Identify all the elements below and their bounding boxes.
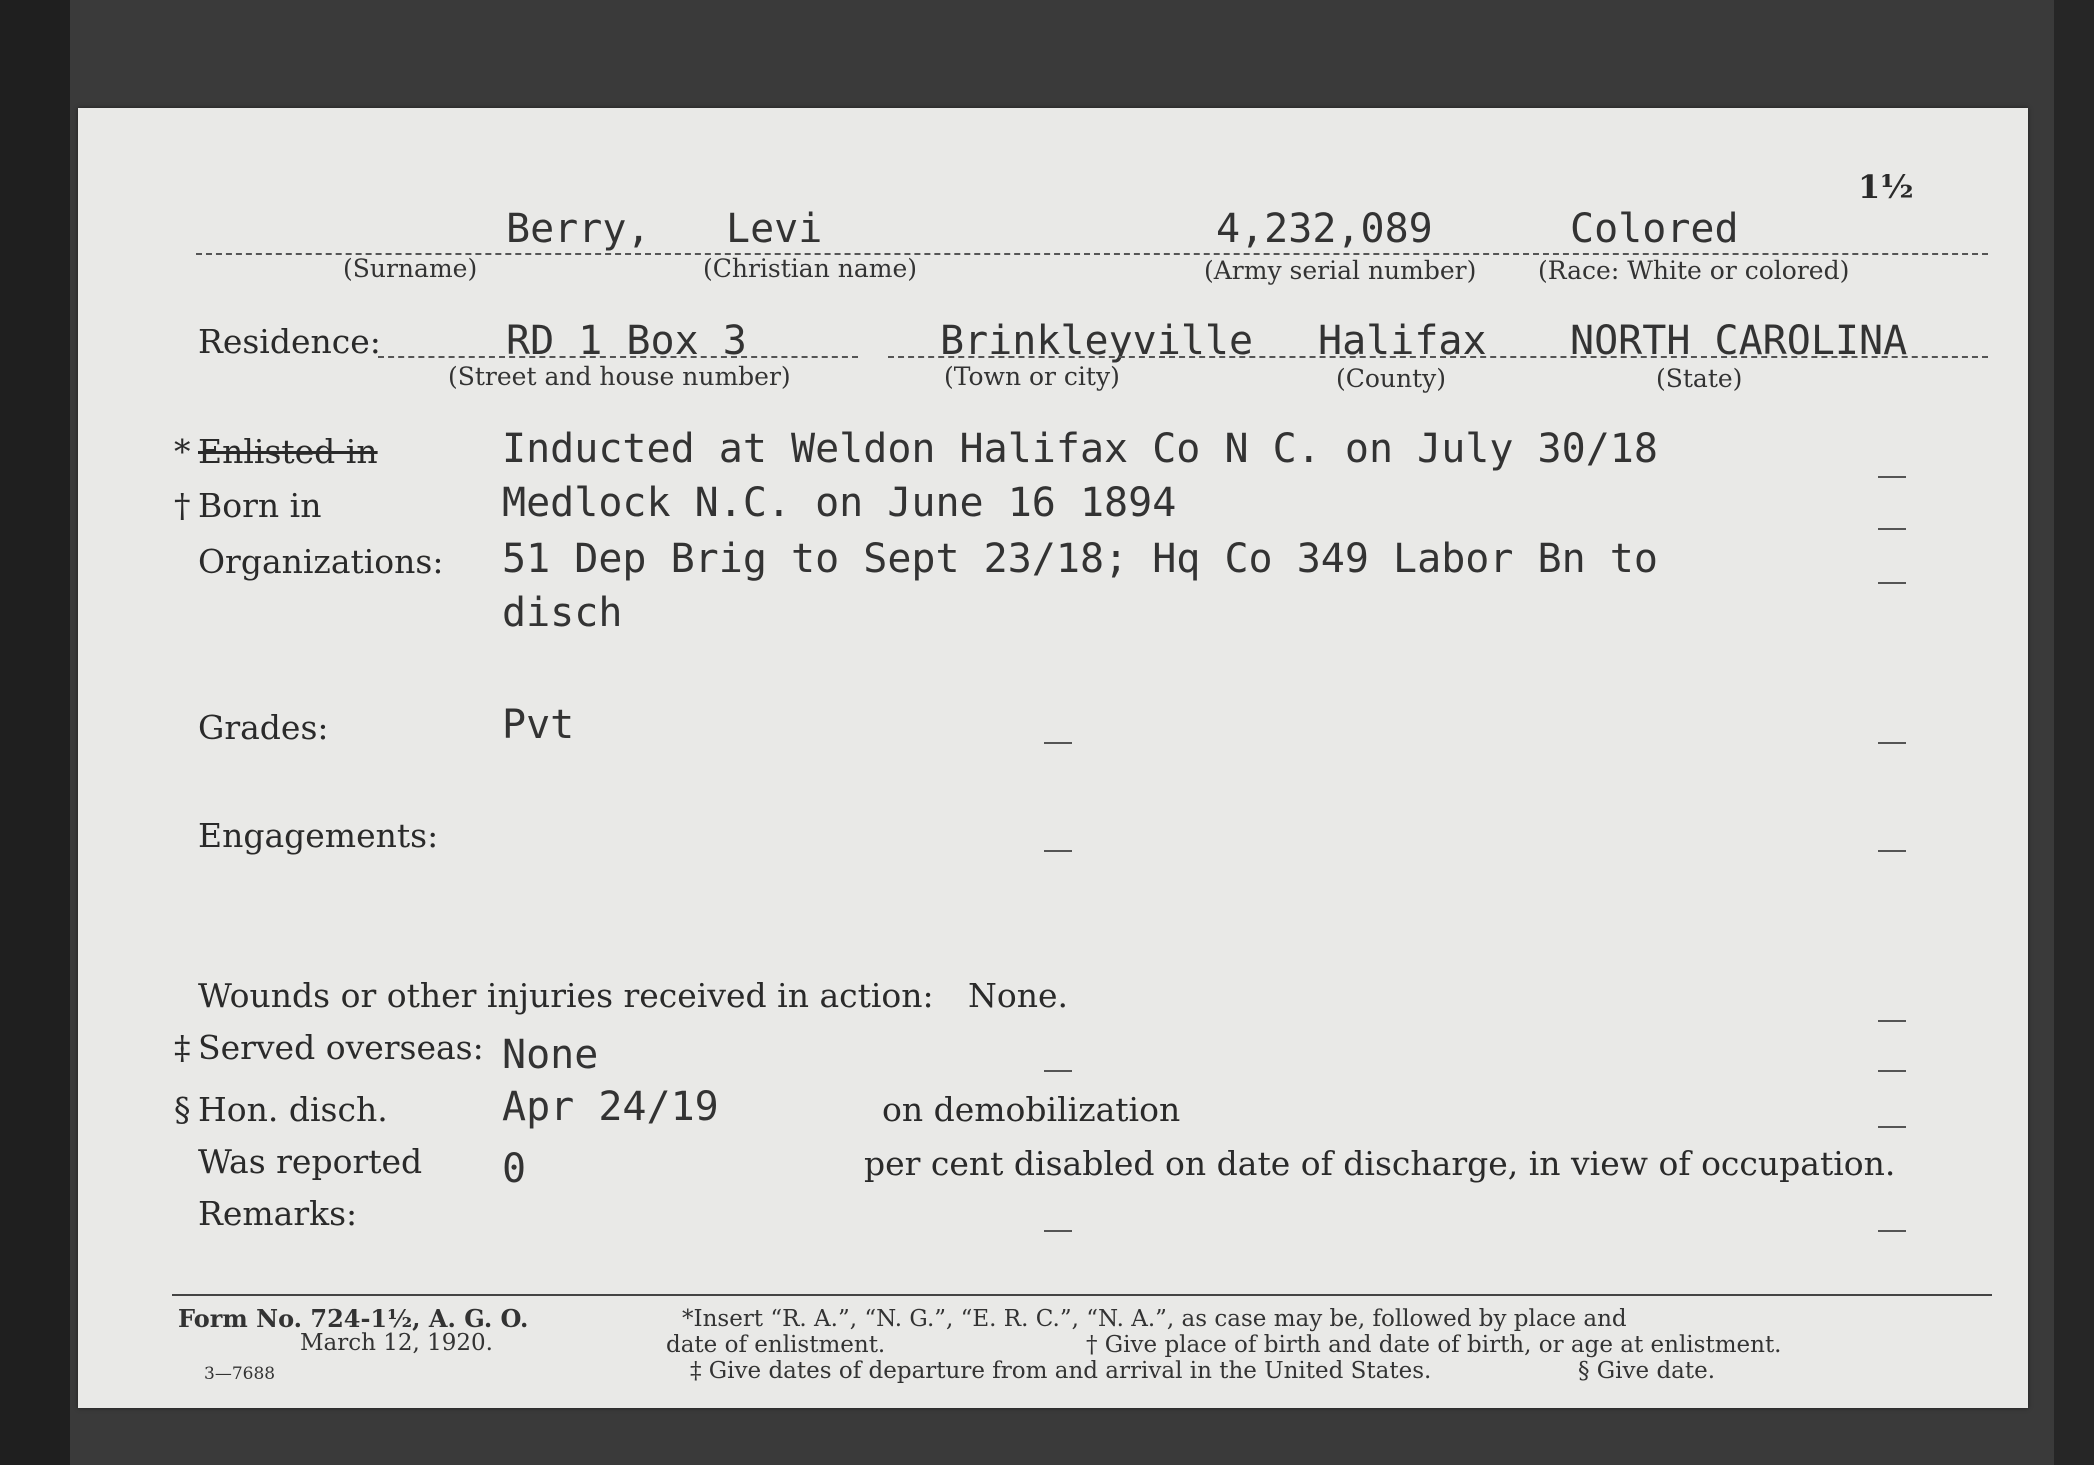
remarks-label: Remarks: <box>198 1194 358 1233</box>
residence-line-street <box>378 356 858 358</box>
race-label: (Race: White or colored) <box>1538 256 1850 285</box>
wounds-label: Wounds or other injuries received in action: <box>198 976 934 1015</box>
overseas-value: None <box>502 1032 599 1078</box>
overseas-end-tick-b <box>1878 1070 1906 1072</box>
residence-town-value: Brinkleyville <box>940 318 1254 364</box>
wounds-value: None. <box>968 976 1069 1015</box>
residence-line-rest <box>888 356 1988 358</box>
street-label: (Street and house number) <box>448 362 791 391</box>
scan-edge-left <box>0 0 70 1465</box>
grades-end-tick <box>1878 742 1906 744</box>
county-label: (County) <box>1336 364 1447 393</box>
serial-number-value: 4,232,089 <box>1216 206 1433 252</box>
reported-label: Was reported <box>198 1142 423 1181</box>
remarks-end-tick <box>1878 1230 1906 1232</box>
christian-name-label: (Christian name) <box>703 254 918 283</box>
born-end-tick <box>1878 528 1906 530</box>
enlisted-label: Enlisted in <box>198 432 378 471</box>
discharge-value: Apr 24/19 <box>502 1084 719 1130</box>
residence-state-value: NORTH CAROLINA <box>1570 318 1908 364</box>
enlisted-mark: * <box>174 432 191 471</box>
enlisted-end-tick <box>1878 476 1906 478</box>
grades-value: Pvt <box>502 702 575 748</box>
enlisted-value: Inducted at Weldon Halifax Co N C. on July 30/18 <box>502 426 1658 472</box>
surname-value: Berry, <box>506 206 651 252</box>
discharge-mark: § <box>174 1090 191 1129</box>
discharge-end-tick <box>1878 1126 1906 1128</box>
reported-value: 0 <box>502 1146 527 1192</box>
residence-county-value: Halifax <box>1318 318 1487 364</box>
service-record-card <box>78 108 2028 1408</box>
footnote-enlistment: *Insert “R. A.”, “N. G.”, “E. R. C.”, “N. A.”, as case may be, followed by place and <box>682 1306 1627 1332</box>
remarks-mid-tick <box>1044 1230 1072 1232</box>
organizations-value-line2: disch <box>502 590 623 636</box>
form-date: March 12, 1920. <box>300 1330 493 1356</box>
engagements-mid-tick <box>1044 850 1072 852</box>
page-fraction: 1½ <box>1858 168 1914 206</box>
organizations-value-line1: 51 Dep Brig to Sept 23/18; Hq Co 349 Labor Bn to <box>502 536 1658 582</box>
footnote-discharge: § Give date. <box>1578 1358 1716 1384</box>
print-code: 3—7688 <box>204 1364 276 1384</box>
overseas-label: Served overseas: <box>198 1028 484 1067</box>
overseas-mid-tick <box>1044 1070 1072 1072</box>
given-name-value: Levi <box>726 206 823 252</box>
residence-label: Residence: <box>198 322 381 361</box>
born-value: Medlock N.C. on June 16 1894 <box>502 480 1177 526</box>
surname-label: (Surname) <box>343 254 478 283</box>
town-label: (Town or city) <box>944 362 1120 391</box>
organizations-label: Organizations: <box>198 542 444 581</box>
grades-label: Grades: <box>198 708 329 747</box>
overseas-end-tick-a <box>1878 1020 1906 1022</box>
race-value: Colored <box>1570 206 1739 252</box>
state-label: (State) <box>1656 364 1743 393</box>
percent-disabled-label: per cent disabled on date of discharge, in view of occupation. <box>864 1144 1896 1183</box>
footnote-enlistment-cont: date of enlistment. <box>666 1332 886 1358</box>
born-mark: † <box>174 486 191 525</box>
discharge-label: Hon. disch. <box>198 1090 388 1129</box>
scan-edge-right <box>2054 0 2094 1465</box>
form-number: Form No. 724-1½, A. G. O. <box>178 1304 529 1333</box>
serial-label: (Army serial number) <box>1204 256 1477 285</box>
engagements-end-tick <box>1878 850 1906 852</box>
footnote-birth: † Give place of birth and date of birth, or age at enlistment. <box>1086 1332 1782 1358</box>
demobilization-label: on demobilization <box>882 1090 1181 1129</box>
overseas-mark: ‡ <box>174 1028 191 1067</box>
footer-rule <box>172 1294 1992 1296</box>
footnote-overseas: ‡ Give dates of departure from and arrival in the United States. <box>690 1358 1432 1384</box>
organizations-end-tick <box>1878 582 1906 584</box>
engagements-label: Engagements: <box>198 816 439 855</box>
grades-mid-tick <box>1044 742 1072 744</box>
residence-street-value: RD 1 Box 3 <box>506 318 747 364</box>
born-label: Born in <box>198 486 322 525</box>
